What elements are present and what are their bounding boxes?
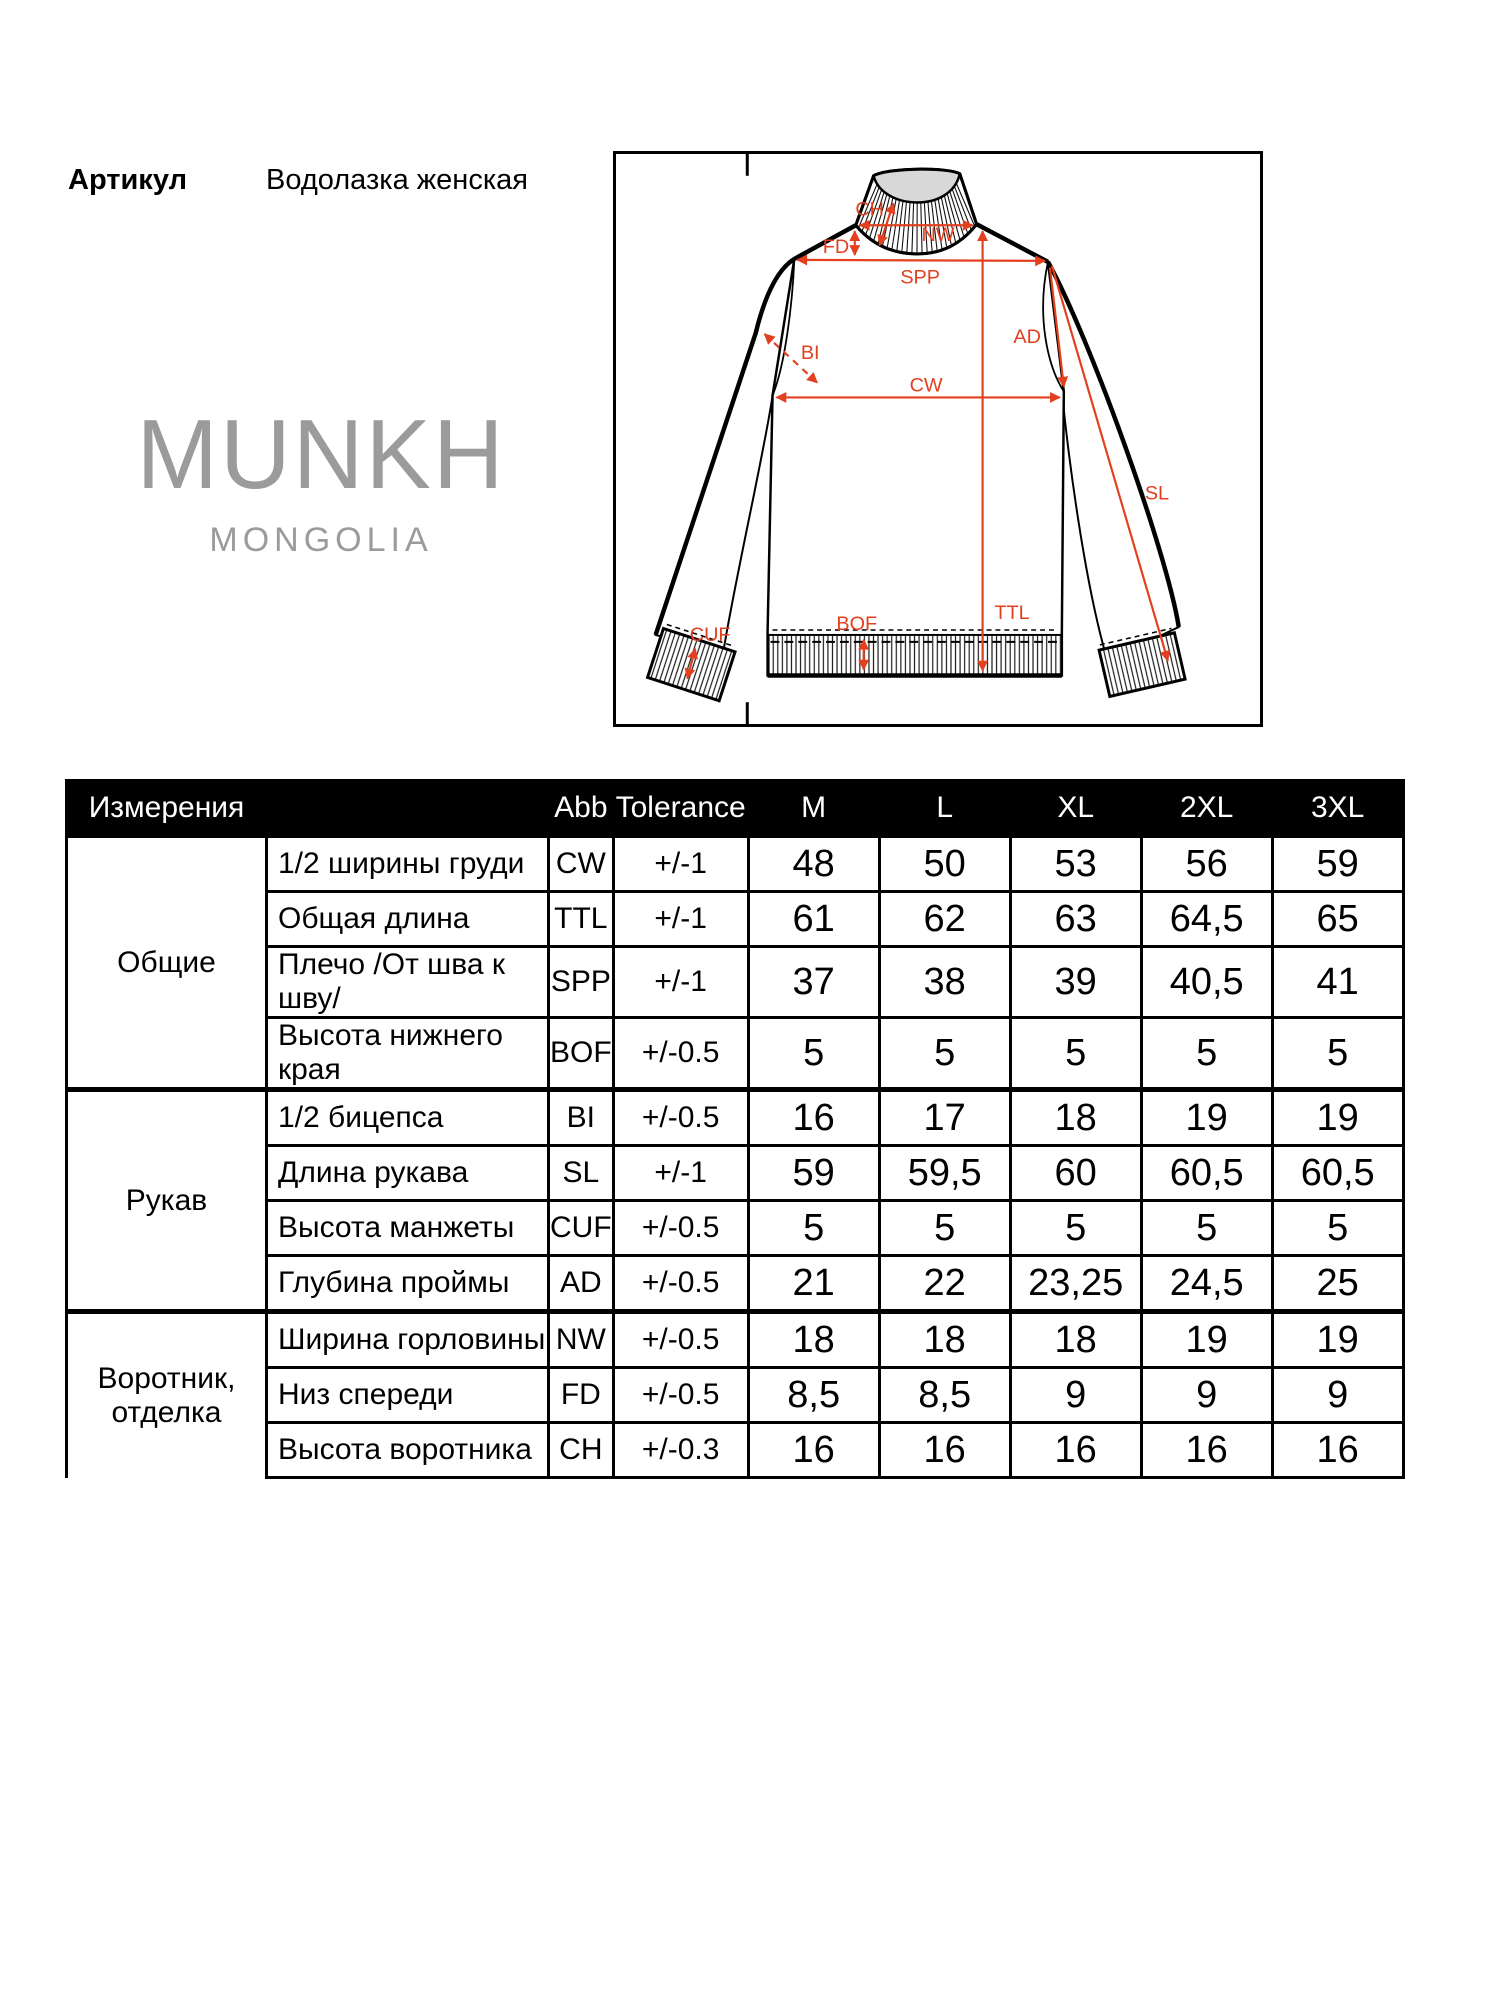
size-cell: 19 xyxy=(1141,1312,1272,1368)
size-cell: 18 xyxy=(879,1312,1010,1368)
size-cell: 59,5 xyxy=(879,1146,1010,1201)
size-cell: 16 xyxy=(1010,1423,1141,1478)
table-row xyxy=(67,1423,1404,1478)
size-cell: 38 xyxy=(879,947,1010,1018)
size-cell: 5 xyxy=(1141,1018,1272,1090)
size-cell: 59 xyxy=(1272,836,1403,892)
size-cell: 5 xyxy=(879,1018,1010,1090)
table-row xyxy=(67,1368,1404,1423)
header-blank xyxy=(267,781,549,836)
header-size-xl: XL xyxy=(1010,781,1141,836)
name-cell: Ширина горловины xyxy=(267,1312,549,1368)
size-cell: 18 xyxy=(1010,1090,1141,1146)
size-cell: 19 xyxy=(1141,1090,1272,1146)
size-cell: 39 xyxy=(1010,947,1141,1018)
abb-cell: FD xyxy=(549,1368,614,1423)
group-cell: Рукав xyxy=(67,1090,267,1312)
abb-cell: BI xyxy=(549,1090,614,1146)
header-size-l: L xyxy=(879,781,1010,836)
size-cell: 16 xyxy=(748,1423,879,1478)
size-cell: 16 xyxy=(1141,1423,1272,1478)
label-fd: FD xyxy=(822,235,850,258)
name-cell: 1/2 ширины груди xyxy=(267,836,549,892)
size-cell: 9 xyxy=(1141,1368,1272,1423)
label-bof: BOF xyxy=(836,612,878,635)
name-cell: 1/2 бицепса xyxy=(267,1090,549,1146)
table-row xyxy=(67,892,1404,947)
tol-cell: +/-1 xyxy=(613,947,748,1018)
table-row xyxy=(67,1201,1404,1256)
size-cell: 62 xyxy=(879,892,1010,947)
size-cell: 24,5 xyxy=(1141,1256,1272,1312)
header-size-3xl: 3XL xyxy=(1272,781,1403,836)
abb-cell: SL xyxy=(549,1146,614,1201)
brand-subtitle: MONGOLIA xyxy=(209,521,433,559)
size-cell: 64,5 xyxy=(1141,892,1272,947)
size-cell: 19 xyxy=(1272,1090,1403,1146)
abb-cell: NW xyxy=(549,1312,614,1368)
name-cell: Высота воротника xyxy=(267,1423,549,1478)
article-value: Водолазка женская xyxy=(266,164,528,196)
size-cell: 5 xyxy=(1010,1201,1141,1256)
size-cell: 18 xyxy=(748,1312,879,1368)
size-cell: 56 xyxy=(1141,836,1272,892)
sweater-drawing xyxy=(616,154,1260,724)
label-spp: SPP xyxy=(900,266,940,289)
label-ch: CH xyxy=(855,198,884,221)
size-cell: 59 xyxy=(748,1146,879,1201)
size-cell: 5 xyxy=(1141,1201,1272,1256)
table-row xyxy=(67,1090,1404,1146)
size-cell: 8,5 xyxy=(879,1368,1010,1423)
size-cell: 25 xyxy=(1272,1256,1403,1312)
size-cell: 16 xyxy=(879,1423,1010,1478)
name-cell: Высота нижнего края xyxy=(267,1018,549,1090)
frame-tick-bottom xyxy=(746,702,749,724)
size-cell: 5 xyxy=(1272,1201,1403,1256)
tol-cell: +/-0.5 xyxy=(613,1312,748,1368)
name-cell: Плечо /От шва к шву/ xyxy=(267,947,549,1018)
size-cell: 40,5 xyxy=(1141,947,1272,1018)
table-row xyxy=(67,836,1404,892)
size-cell: 5 xyxy=(748,1201,879,1256)
abb-cell: TTL xyxy=(549,892,614,947)
size-cell: 9 xyxy=(1010,1368,1141,1423)
name-cell: Высота манжеты xyxy=(267,1201,549,1256)
tol-cell: +/-0.5 xyxy=(613,1201,748,1256)
group-cell: Воротник, отделка xyxy=(67,1312,267,1478)
size-cell: 5 xyxy=(1272,1018,1403,1090)
size-table-body xyxy=(67,836,1404,1478)
spp-arrow xyxy=(797,260,1045,261)
tol-cell: +/-0.3 xyxy=(613,1423,748,1478)
label-bi: BI xyxy=(800,341,820,364)
size-cell: 63 xyxy=(1010,892,1141,947)
size-cell: 37 xyxy=(748,947,879,1018)
tol-cell: +/-0.5 xyxy=(613,1018,748,1090)
size-cell: 18 xyxy=(1010,1312,1141,1368)
label-sl: SL xyxy=(1144,482,1170,505)
size-cell: 22 xyxy=(879,1256,1010,1312)
size-cell: 60 xyxy=(1010,1146,1141,1201)
size-cell: 48 xyxy=(748,836,879,892)
size-table xyxy=(65,779,1405,1479)
label-ttl: TTL xyxy=(994,602,1030,625)
tol-cell: +/-1 xyxy=(613,892,748,947)
abb-cell: BOF xyxy=(549,1018,614,1090)
size-cell: 60,5 xyxy=(1141,1146,1272,1201)
size-cell: 5 xyxy=(879,1201,1010,1256)
abb-cell: CUF xyxy=(549,1201,614,1256)
name-cell: Длина рукава xyxy=(267,1146,549,1201)
size-cell: 41 xyxy=(1272,947,1403,1018)
tol-cell: +/-0.5 xyxy=(613,1256,748,1312)
size-cell: 5 xyxy=(1010,1018,1141,1090)
size-cell: 23,25 xyxy=(1010,1256,1141,1312)
abb-cell: CH xyxy=(549,1423,614,1478)
garment-diagram xyxy=(613,151,1263,727)
brand-logo xyxy=(121,399,521,560)
brand-name: MUNKH xyxy=(136,399,506,509)
label-cuf: CUF xyxy=(689,623,731,646)
header-tolerance: Tolerance xyxy=(613,781,748,836)
tol-cell: +/-1 xyxy=(613,836,748,892)
size-cell: 17 xyxy=(879,1090,1010,1146)
tol-cell: +/-0.5 xyxy=(613,1090,748,1146)
header-measurements: Измерения xyxy=(67,781,267,836)
table-row xyxy=(67,1146,1404,1201)
size-cell: 65 xyxy=(1272,892,1403,947)
size-cell: 5 xyxy=(748,1018,879,1090)
name-cell: Общая длина xyxy=(267,892,549,947)
table-header-row xyxy=(67,781,1404,836)
size-cell: 9 xyxy=(1272,1368,1403,1423)
table-row xyxy=(67,1018,1404,1090)
size-cell: 21 xyxy=(748,1256,879,1312)
tol-cell: +/-1 xyxy=(613,1146,748,1201)
abb-cell: SPP xyxy=(549,947,614,1018)
header-abb: Abb xyxy=(549,781,614,836)
size-cell: 19 xyxy=(1272,1312,1403,1368)
group-cell: Общие xyxy=(67,836,267,1090)
header-size-m: M xyxy=(748,781,879,836)
size-cell: 50 xyxy=(879,836,1010,892)
frame-tick-top xyxy=(746,154,749,176)
size-cell: 60,5 xyxy=(1272,1146,1403,1201)
abb-cell: CW xyxy=(549,836,614,892)
size-cell: 16 xyxy=(748,1090,879,1146)
table-row xyxy=(67,1256,1404,1312)
label-nw: NW xyxy=(921,224,955,247)
table-row xyxy=(67,947,1404,1018)
name-cell: Глубина проймы xyxy=(267,1256,549,1312)
label-cw: CW xyxy=(909,374,943,397)
hem-ribbing xyxy=(768,630,1062,676)
size-cell: 16 xyxy=(1272,1423,1403,1478)
label-ad: AD xyxy=(1013,326,1041,349)
article-label: Артикул xyxy=(68,164,187,196)
size-cell: 53 xyxy=(1010,836,1141,892)
size-cell: 61 xyxy=(748,892,879,947)
table-row xyxy=(67,1312,1404,1368)
abb-cell: AD xyxy=(549,1256,614,1312)
header-size-2xl: 2XL xyxy=(1141,781,1272,836)
tol-cell: +/-0.5 xyxy=(613,1368,748,1423)
size-cell: 8,5 xyxy=(748,1368,879,1423)
name-cell: Низ спереди xyxy=(267,1368,549,1423)
